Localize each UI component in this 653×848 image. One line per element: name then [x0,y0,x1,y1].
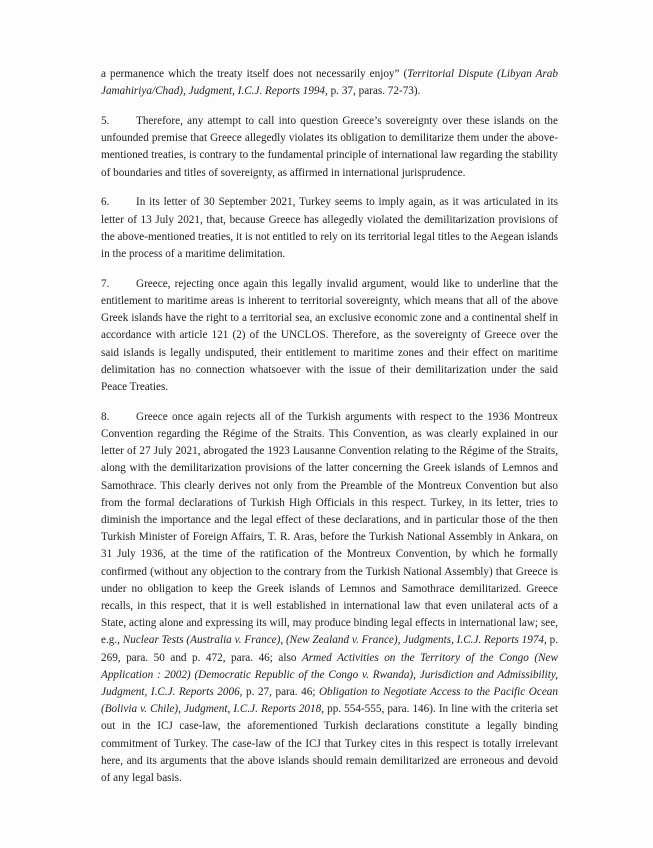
paragraph-number: 5. [101,115,110,127]
paragraph-7 [101,276,558,396]
paragraph-5 [101,113,558,182]
paragraph-text: a permanence which the treaty itself does not necessarily enjoy” ( [101,68,408,80]
case-citation: Nuclear Tests (Australia v. France), (New Zealand v. France), Judgments, I.C.J. Reports 1974 [122,634,545,647]
paragraph-text: , p. 27, para. 46; [239,686,319,699]
paragraph-text: In its letter of 30 September 2021, Turkey seems to imply again, as it was articulated in its letter of 13 July 2021, that, because Greece has allegedly violated the demilitarization provisions of the above-mentioned treaties, it is not entitled to rely on its territorial legal titles to the Aegean islands in the process of a maritime delimitation. [101,196,558,261]
case-citation: Armed Activities on the Territory of the Congo (New Application : 2002) (Democratic Republic of the Congo v. Rwanda), Jurisdiction and Admissibility, Judgment, I.C.J. Reports 2006 [101,651,558,699]
paragraph-number: 7. [101,277,110,290]
paragraph-text: , p. 37, paras. 72-73). [325,85,421,98]
paragraph-number: 8. [101,410,110,423]
paragraph-6 [101,194,558,263]
paragraph-text: Greece, rejecting once again this legally invalid argument, would like to underline that the entitlement to maritime areas is inherent to territorial sovereignty, which means that all of the above Greek islands have the right to a territorial sea, an exclusive economic zone and a continental shelf in accordance with article 121 (2) of the UNCLOS. Therefore, as the sovereignty of Greece over the said islands is legally undisputed, their entitlement to maritime zones and their effect on maritime delimitation has no connection whatsoever with the issue of their demilitarization under the said Peace Treaties. [101,277,558,394]
paragraph-text: , pp. 554-555, para. 146). In line with the criteria set out in the ICJ case-law, the aforementioned Turkish declarations constitute a legally binding commitment of Turkey. The case-law of the ICJ that Turkey cites in this respect is totally irrelevant here, and its arguments that the above islands should remain demilitarized are erroneous and devoid of any legal basis. [101,703,558,785]
case-citation: Territorial Dispute (Libyan Arab Jamahiriya/Chad), Judgment, I.C.J. Reports 1994 [101,68,558,98]
paragraph-number: 6. [101,196,110,209]
document-body [101,66,558,800]
paragraph-text: Greece once again rejects all of the Turkish arguments with respect to the 1936 Montreux Convention regarding the Régime of the Straits. This Convention, as was clearly explained in our letter of 27 July 2021, abrogated the 1923 Lausanne Convention relating to the Régime of the Straits, along with the demilitarization provisions of the latter concerning the Greek islands of Lemnos and Samothrace. This clearly derives not only from the Preamble of the Montreux Convention but also from the formal declarations of Turkish High Officials in this respect. Turkey, in its letter, tries to diminish the importance and the legal effect of these declarations, and in particular those of the then Turkish Minister of Foreign Affairs, T. R. Aras, before the Turkish National Assembly in Ankara, on 31 July 1936, at the time of the ratification of the Montreux Convention, by which he formally confirmed (without any objection to the contrary from the Turkish National Assembly) that Greece is under no obligation to keep the Greek islands of Lemnos and Samothrace demilitarized. Greece recalls, in this respect, that it is well established in international law that even unilateral acts of a State, acting alone and expressing its will, may produce binding legal effects in international law; see, e.g., [101,410,558,647]
paragraph-continuation [101,66,558,100]
paragraph-text: , p. 269, para. 50 and p. 472, para. 46; also [101,634,559,664]
paragraph-text: Therefore, any attempt to call into question Greece’s sovereignty over these islands on the unfounded premise that Greece allegedly violates its obligation to demilitarize them under the above-mentioned treaties, is contrary to the fundamental principle of international law regarding the stability of boundaries and titles of sovereignty, as affirmed in international jurisprudence. [101,115,558,179]
paragraph-8 [101,409,558,787]
case-citation: Obligation to Negotiate Access to the Pacific Ocean (Bolivia v. Chile), Judgment, I.C.J. Reports 2018 [101,686,558,716]
